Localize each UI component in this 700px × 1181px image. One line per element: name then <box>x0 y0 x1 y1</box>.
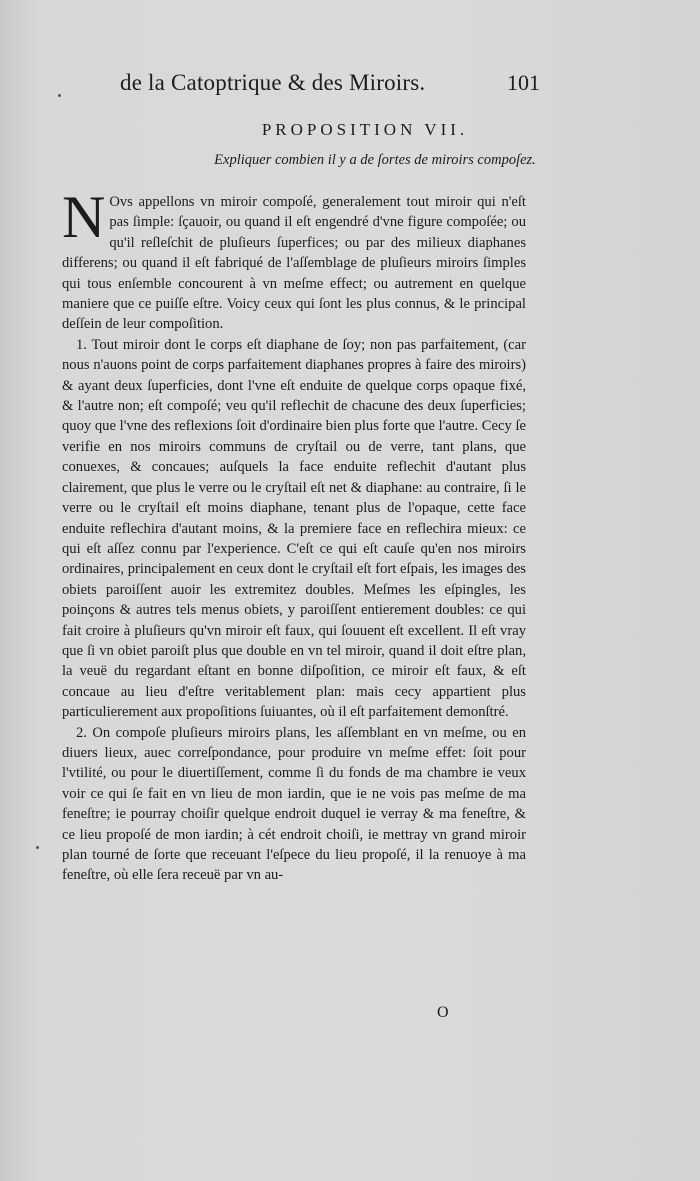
running-title: de la Catoptrique & des Miroirs. <box>120 70 426 95</box>
paragraph-text: 1. Tout miroir dont le corps eſt diaphane de ſoy; non pas parfaitement, (car nous n'auons point de corps parfaitement diaphanes propres à faire des miroirs) & ayant deux ſuperficies, dont l'vne eſt enduite de quelque corps opaque fixé, & l'autre non; eſt compoſé; veu qu'il reflechit de chacune des deux ſuperficies; quoy que l'vne des reflexions ſoit d'ordinaire bien plus forte que l'autre. Cecy ſe verifie en nos miroirs communs de cryſtail ou de verre, tant plans, que conuexes, & concaues; auſquels la face enduite reflechit d'autant plus clairement, que plus le verre ou le cryſtail eſt net & diaphane: au contraire, ſi le verre ou le cryſtail eſt moins diaphane, tenant plus de l'opaque, cette face enduite reflechira d'autant moins, & la premiere face en reflechira mieux: ce qui eſt aſſez connu par l'experience. C'eſt ce qui eſt cauſe qu'en nos miroirs ordinaires, principalement en ceux dont le cryſtail eſt fort eſpais, les images des obiets paroiſſent auoir les extremitez doubles. Meſmes les eſpingles, les poinçons & autres tels menus obiets, y paroiſſent entierement doubles: ce qui fait croire à pluſieurs qu'vn miroir eſt faux, qui ſouuent eſt excellent. Il eſt vray que ſi vn obiet paroiſt plus que double en vn tel miroir, quand il doit eſtre plan, la veuë du regardant eſtant en bonne diſpoſition, ce miroir eſt faux, & eſt concaue au lieu d'eſtre veritablement plan: mais cecy appartient plus particulierement aux propoſitions ſuiuantes, où il eſt parfaitement demonſtré. <box>62 336 526 721</box>
signature-mark: O <box>437 1004 449 1021</box>
proposition-subtitle: Expliquer combien il y a de ſortes de miroirs compoſez. <box>214 152 536 168</box>
page-header <box>120 70 540 96</box>
paragraph-item-1 <box>62 335 526 723</box>
paragraph-text: Ovs appellons vn miroir compoſé, generalement tout miroir qui n'eſt pas ſimple: ſçauoir, ou quand il eſt engendré d'vne figure compoſée; ou qu'il reſleſchit de pluſieurs ſuperfices; ou par des milieux diaphanes differens; ou quand il eſt fabriqué de l'aſſemblage de pluſieurs miroirs ſimples qui tous enſemble concourent à vn meſme effect; ou autrement en quelque maniere que ce puiſſe eſtre. Voicy ceux qui ſont les plus connus, & le principal deſſein de leur compoſition. <box>62 194 526 333</box>
paragraph-intro <box>62 184 526 335</box>
body-text <box>62 184 526 886</box>
paragraph-text: 2. On compoſe pluſieurs miroirs plans, les aſſemblant en vn meſme, ou en diuers lieux, auec correſpondance, pour produire vn meſme effet: ſoit pour l'vtilité, ou pour le diuertiſſement, comme ſi du fonds de ma chambre ie veux voir ce qui ſe fait en vn lieu de mon iardin, que ie ne vois pas meſme de ma feneſtre; ie pourray choiſir quelque endroit duquel ie verray & ma feneſtre, & ce lieu propoſé de mon iardin; à cét endroit choiſi, ie mettray vn grand miroir plan tourné de ſorte que receuant l'eſpece du lieu propoſé, il la renuoye à ma feneſtre, où elle ſera receuë par vn au- <box>62 724 526 884</box>
paragraph-item-2 <box>62 723 526 886</box>
ink-speck <box>58 94 61 97</box>
ink-speck <box>36 846 39 849</box>
page-number: 101 <box>507 70 540 95</box>
drop-cap: N <box>62 184 106 250</box>
proposition-title: PROPOSITION VII. <box>261 120 469 139</box>
